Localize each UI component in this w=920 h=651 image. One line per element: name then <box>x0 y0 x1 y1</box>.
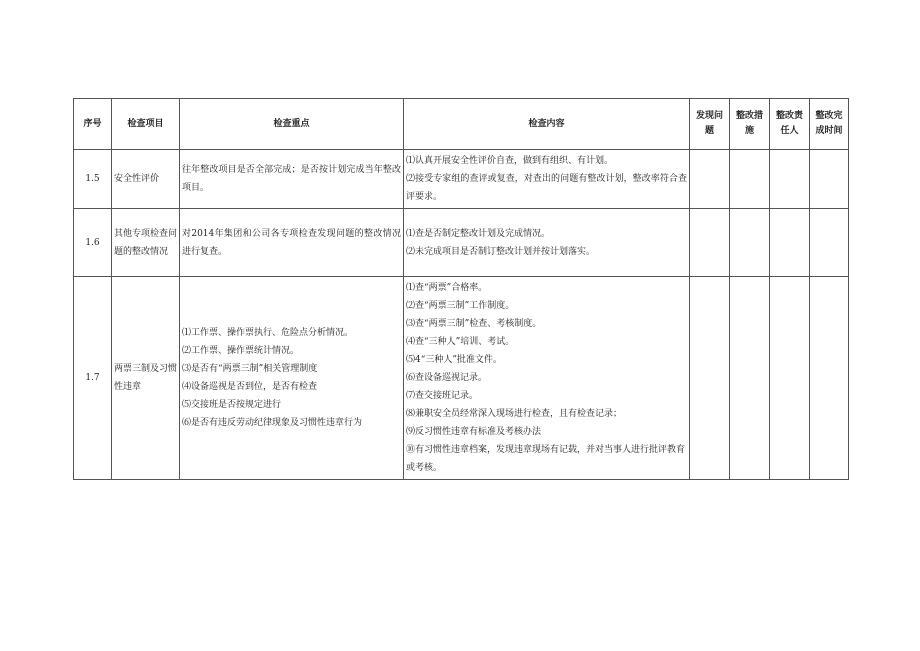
content-line: ⑷查“三种人”培训、考试。 <box>406 337 515 347</box>
cell-owner <box>770 209 810 277</box>
inspection-table <box>73 98 849 480</box>
content-line: ⑸4“三种人”批准文件。 <box>406 355 502 365</box>
cell-found <box>690 277 730 480</box>
cell-measures <box>730 277 770 480</box>
header-content: 检查内容 <box>404 99 690 150</box>
content-line: ⑵接受专家组的查评或复查，对查出的问题有整改计划，整改率符合查评要求。 <box>406 174 687 202</box>
table-row <box>74 209 849 277</box>
row-content <box>404 209 690 277</box>
row-focus: 对2014年集团和公司各专项检查发现问题的整改情况进行复查。 <box>180 209 404 277</box>
content-line: ⑴查“两票”合格率。 <box>406 283 488 293</box>
cell-owner <box>770 150 810 209</box>
cell-found <box>690 150 730 209</box>
content-line: ⑵未完成项目是否制订整改计划并按计划落实。 <box>406 246 596 257</box>
header-item: 检查项目 <box>112 99 180 150</box>
content-line: ⑺查交接班记录。 <box>406 391 479 401</box>
header-measures: 整改措施 <box>730 99 770 150</box>
cell-owner <box>770 277 810 480</box>
content-line: ⑼反习惯性违章有标准及考核办法 <box>406 427 542 437</box>
header-deadline: 整改完成时间 <box>810 99 849 150</box>
focus-line: ⑵工作票、操作票统计情况。 <box>182 346 300 356</box>
focus-line: ⑹是否有违反劳动纪律现象及习惯性违章行为 <box>182 418 363 428</box>
content-line: ⑴查是否制定整改计划及完成情况。 <box>406 228 551 239</box>
content-line: ⑶查“两票三制”检查、考核制度。 <box>406 319 542 329</box>
content-line: ⑵查“两票三制”工作制度。 <box>406 301 515 311</box>
content-line: ⑴认真开展安全性评价自查，做到有组织、有计划。 <box>406 156 614 166</box>
row-seq: 1.7 <box>74 277 112 480</box>
row-content <box>404 150 690 209</box>
focus-line: ⑶是否有“两票三制”相关管理制度 <box>182 364 318 374</box>
row-focus: 往年整改项目是否全部完成；是否按计划完成当年整改项目。 <box>180 150 404 209</box>
row-item: 安全性评价 <box>112 150 180 209</box>
focus-line: ⑴工作票、操作票执行、危险点分析情况。 <box>182 328 354 338</box>
focus-line: ⑸交接班是否按规定进行 <box>182 400 282 410</box>
cell-deadline <box>810 150 849 209</box>
header-focus: 检查重点 <box>180 99 404 150</box>
header-owner: 整改责任人 <box>770 99 810 150</box>
row-content <box>404 277 690 480</box>
row-item: 其他专项检查问题的整改情况 <box>112 209 180 277</box>
header-row <box>74 99 849 150</box>
cell-measures <box>730 209 770 277</box>
cell-deadline <box>810 209 849 277</box>
table-row <box>74 277 849 480</box>
focus-line: ⑷设备巡视是否到位，是否有检查 <box>182 382 318 392</box>
cell-deadline <box>810 277 849 480</box>
content-line: ⑻兼职安全员经常深入现场进行检查，且有检查记录； <box>406 409 623 419</box>
cell-measures <box>730 150 770 209</box>
row-seq: 1.6 <box>74 209 112 277</box>
content-line: ⑩有习惯性违章档案，发现违章现场有记载，并对当事人进行批评教育或考核。 <box>406 445 686 473</box>
row-focus <box>180 277 404 480</box>
content-line: ⑹查设备巡视记录。 <box>406 373 488 383</box>
row-seq: 1.5 <box>74 150 112 209</box>
header-seq: 序号 <box>74 99 112 150</box>
table-row <box>74 150 849 209</box>
cell-found <box>690 209 730 277</box>
header-found: 发现问题 <box>690 99 730 150</box>
row-item: 两票三制及习惯性违章 <box>112 277 180 480</box>
